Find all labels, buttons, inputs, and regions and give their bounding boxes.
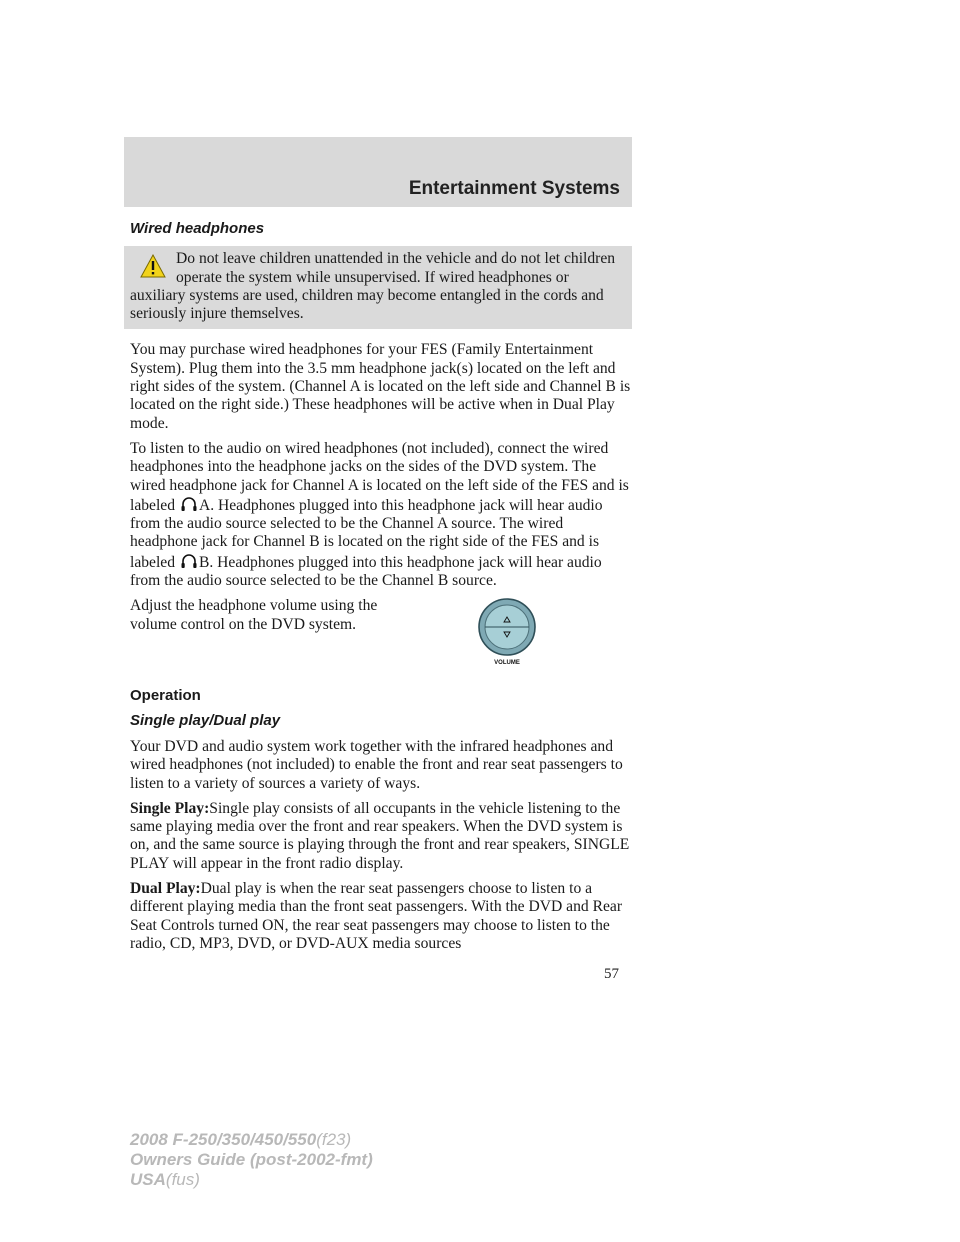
wired-paragraph-1: You may purchase wired headphones for your FES (Family Entertainment System). Plug them into the 3.5 mm headphone jack(s) located on the left and right sides of the system. (Channel A is located on the left side and Channel B is located on the right side.) These headphones will be active when in Dual Play mode. <box>130 341 631 432</box>
footer-line-3 <box>130 1170 373 1190</box>
footer-market-code: (fus) <box>165 1170 200 1189</box>
headphone-icon <box>179 495 199 513</box>
wired-paragraph-2 <box>130 440 632 590</box>
single-dual-subheading: Single play/Dual play <box>130 711 281 729</box>
single-play-label: Single Play: <box>130 799 210 817</box>
footer-guide: Owners Guide (post-2002-fmt) <box>130 1150 373 1169</box>
volume-knob-icon <box>475 597 539 672</box>
volume-row <box>130 597 632 687</box>
single-play-text: Single play consists of all occupants in the vehicle listening to the same playing media over the front and rear speakers. When the DVD system is on, and the same source is playing through the front and rear speakers, SINGLE PLAY will appear in the front radio display. <box>130 799 630 872</box>
footer <box>130 1130 373 1190</box>
wired-paragraph-2-part-c: B. Headphones plugged into this headphone jack will hear audio from the audio source selected to be the Channel B source. <box>130 553 602 590</box>
footer-line-2 <box>130 1150 373 1170</box>
header-band <box>124 137 632 207</box>
headphone-icon <box>179 552 199 570</box>
dual-play-paragraph <box>130 880 632 953</box>
operation-paragraph: Your DVD and audio system work together with the infrared headphones and wired headphones (not included) to enable the front and rear seat passengers to listen to a variety of sources a variety of ways. <box>130 737 623 792</box>
footer-market: USA <box>130 1170 166 1189</box>
page-content <box>130 220 632 960</box>
section-title: Entertainment Systems <box>408 178 620 199</box>
volume-paragraph: Adjust the headphone volume using the volume control on the DVD system. <box>130 597 378 633</box>
footer-model-code: (f23) <box>316 1130 352 1149</box>
warning-text: Do not leave children unattended in the vehicle and do not let children operate the system while unsupervised. If wired headphones or auxiliary systems are used, children may become entangled in the cords and seriously injure themselves. <box>130 250 616 323</box>
warning-box <box>124 246 632 329</box>
wired-headphones-heading: Wired headphones <box>130 220 265 237</box>
operation-heading: Operation <box>130 687 201 705</box>
dual-play-text: Dual play is when the rear seat passengers choose to listen to a different playing media than the front seat passengers. With the DVD and Rear Seat Controls turned ON, the rear seat passengers may choose to listen to the radio, CD, MP3, DVD, or DVD-AUX media sources <box>130 880 623 952</box>
dual-play-label: Dual Play: <box>130 880 201 898</box>
footer-model: 2008 F-250/350/450/550 <box>130 1130 317 1149</box>
single-play-paragraph <box>130 800 632 873</box>
wired-paragraph-2-part-a: To listen to the audio on wired headphones (not included), connect the wired headphones into the headphone jacks on the sides of the DVD system. The wired headphone jack for Channel A is located on the left side of the FES and is labeled <box>130 439 629 514</box>
wired-paragraph-2-part-b: A. Headphones plugged into this headphone jack will hear audio from the audio source selected to be the Channel A source. The wired headphone jack for Channel B is located on the right side of the FES and is labeled <box>130 496 603 571</box>
page-number: 57 <box>604 966 619 982</box>
volume-knob-label: VOLUME <box>494 660 520 667</box>
warning-icon <box>130 250 176 286</box>
footer-line-1 <box>130 1130 373 1150</box>
